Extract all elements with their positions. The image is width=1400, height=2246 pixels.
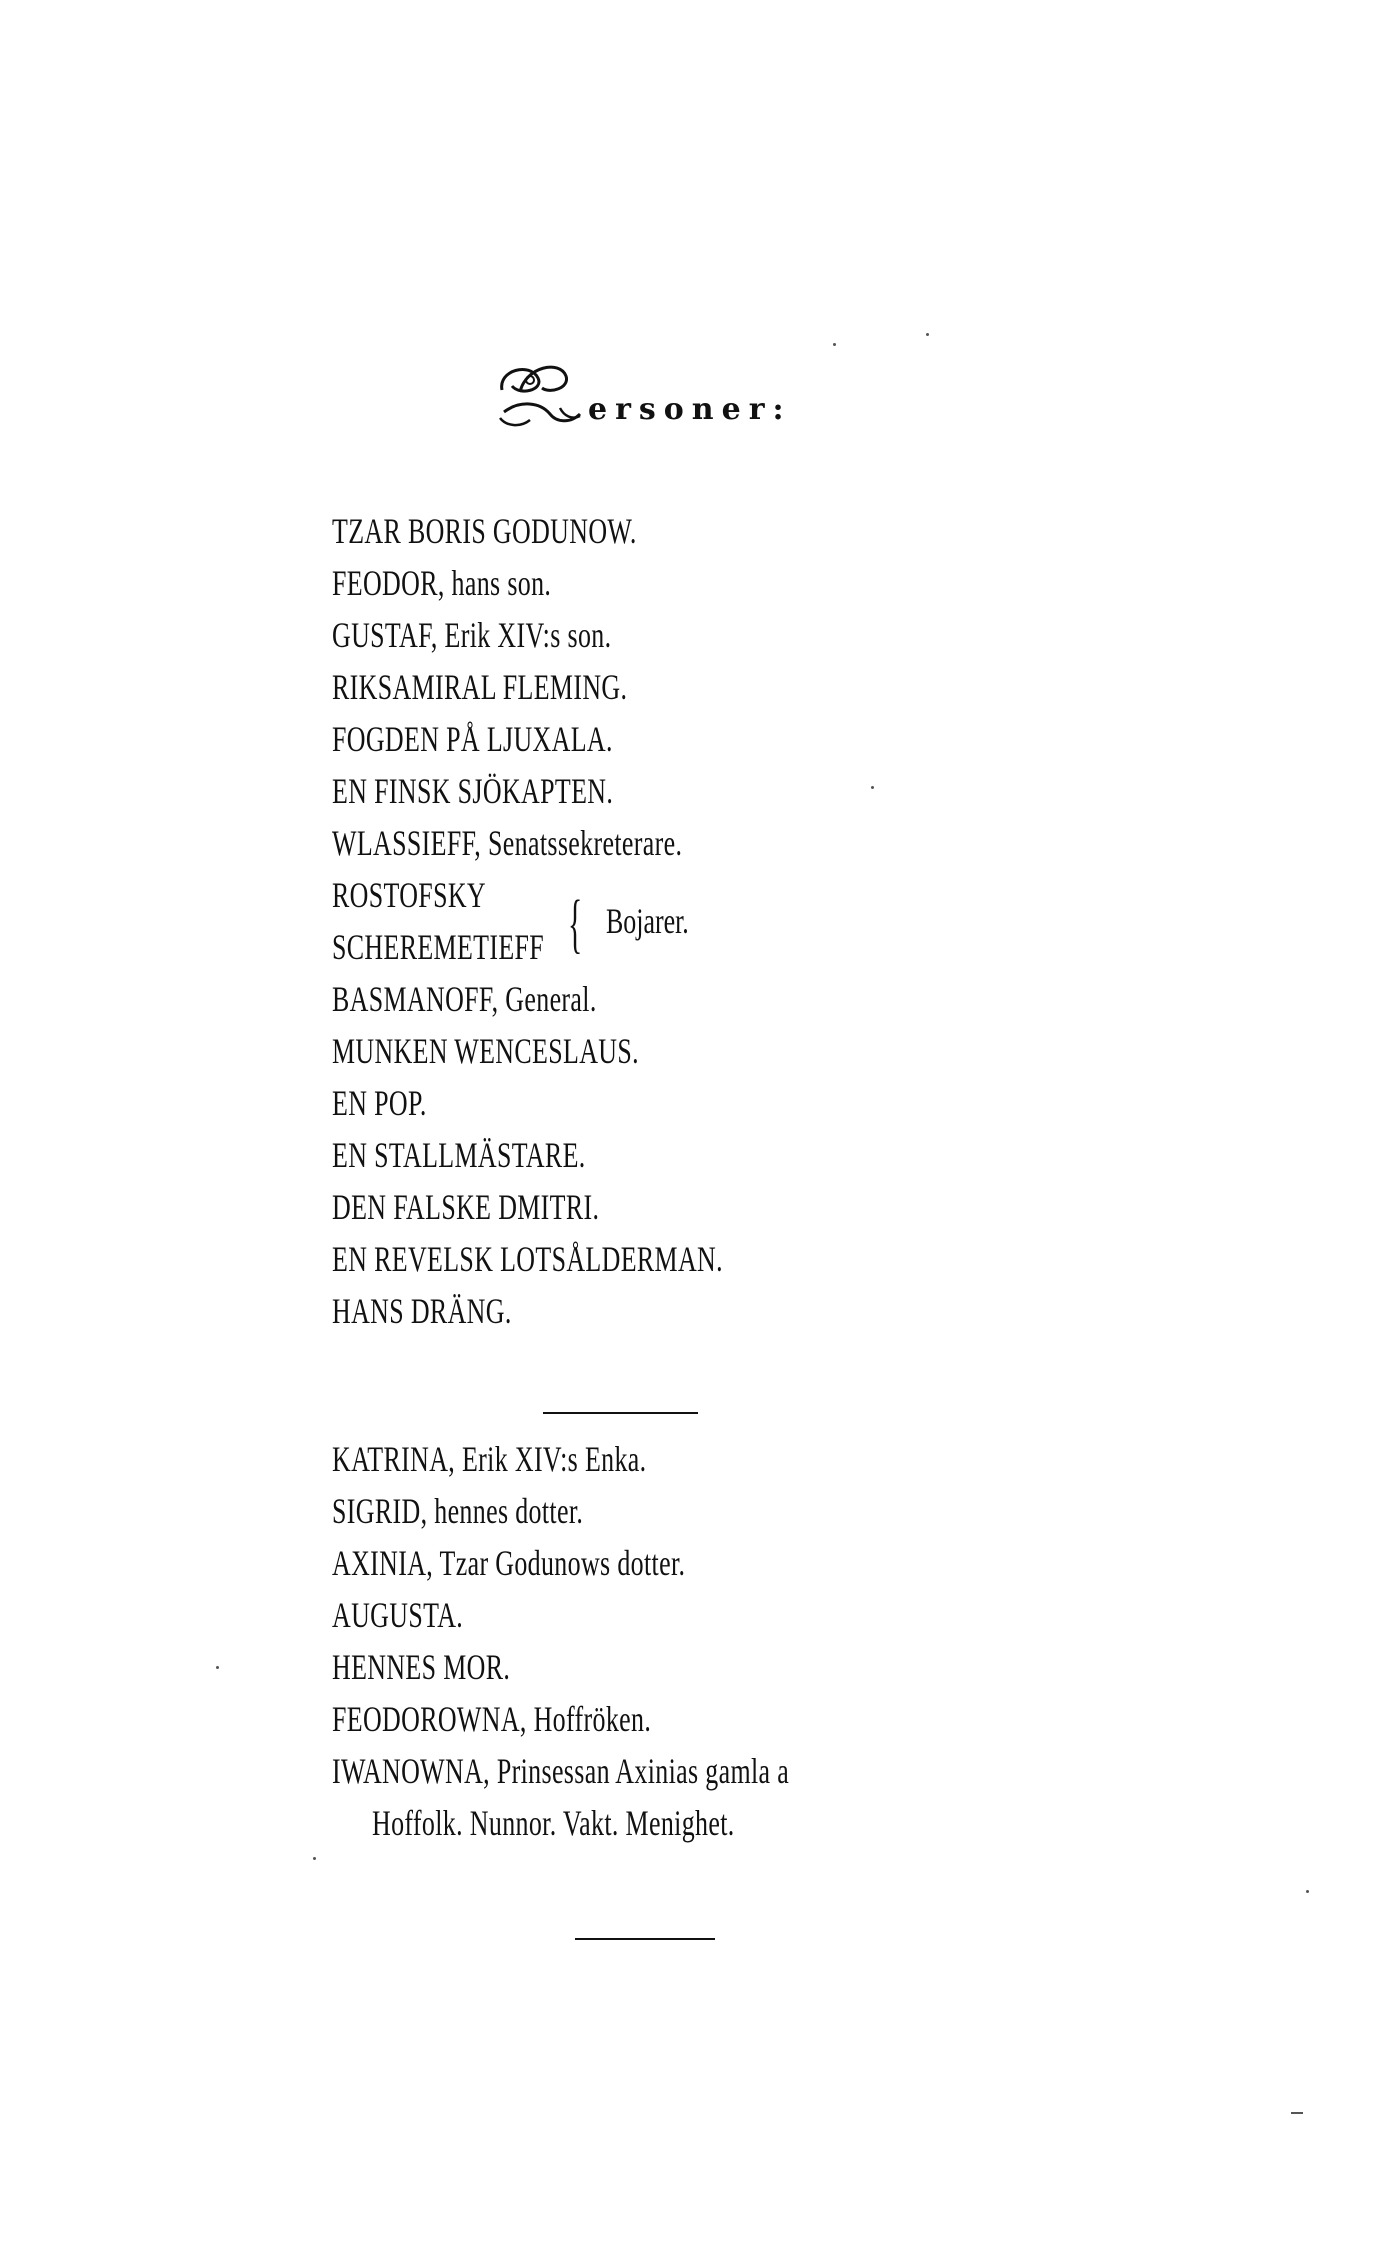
ornate-initial-p-icon: [490, 352, 590, 442]
extras-line: Hoffolk. Nunnor. Vakt. Menighet.: [372, 1803, 735, 1843]
male-cast-list: [332, 505, 1092, 1337]
list-item: EN FINSK SJÖKAPTEN.: [332, 771, 614, 811]
paper-speck: [926, 333, 929, 336]
list-item: SCHEREMETIEFF: [332, 927, 545, 967]
end-divider: [575, 1938, 715, 1940]
paper-speck: [313, 1857, 316, 1860]
list-item: FOGDEN PÅ LJUXALA.: [332, 719, 613, 759]
paper-speck: [871, 786, 874, 789]
list-item: FEODOROWNA, Hoffröken.: [332, 1699, 652, 1739]
list-item: HANS DRÄNG.: [332, 1291, 512, 1331]
list-item: AXINIA, Tzar Godunows dotter.: [332, 1543, 686, 1583]
list-item: EN STALLMÄSTARE.: [332, 1135, 586, 1175]
boyars-group: [332, 869, 1092, 973]
list-item: FEODOR, hans son.: [332, 563, 552, 603]
paper-speck: [1306, 1890, 1309, 1893]
list-item: ROSTOFSKY: [332, 875, 487, 915]
female-cast-list: [332, 1433, 1092, 1849]
paper-speck: [216, 1666, 219, 1669]
list-item: MUNKEN WENCESLAUS.: [332, 1031, 639, 1071]
list-item: WLASSIEFF, Senatssekreterare.: [332, 823, 683, 863]
list-item: GUSTAF, Erik XIV:s son.: [332, 615, 612, 655]
section-divider: [543, 1412, 698, 1414]
list-item: HENNES MOR.: [332, 1647, 511, 1687]
list-item: AUGUSTA.: [332, 1595, 464, 1635]
boyars-label: Bojarer.: [606, 901, 689, 941]
brace-icon: {: [568, 887, 583, 960]
list-item: EN POP.: [332, 1083, 427, 1123]
list-item: BASMANOFF, General.: [332, 979, 597, 1019]
cast-heading: [490, 352, 830, 442]
heading-text: ersoner:: [588, 392, 792, 427]
list-item: IWANOWNA, Prinsessan Axinias gamla a: [332, 1751, 790, 1791]
list-item: DEN FALSKE DMITRI.: [332, 1187, 600, 1227]
list-item: RIKSAMIRAL FLEMING.: [332, 667, 628, 707]
list-item: TZAR BORIS GODUNOW.: [332, 511, 637, 551]
paper-speck: [833, 343, 836, 346]
list-item: EN REVELSK LOTSÅLDERMAN.: [332, 1239, 723, 1279]
list-item: KATRINA, Erik XIV:s Enka.: [332, 1439, 647, 1479]
paper-speck: [1291, 2112, 1303, 2114]
list-item: SIGRID, hennes dotter.: [332, 1491, 584, 1531]
